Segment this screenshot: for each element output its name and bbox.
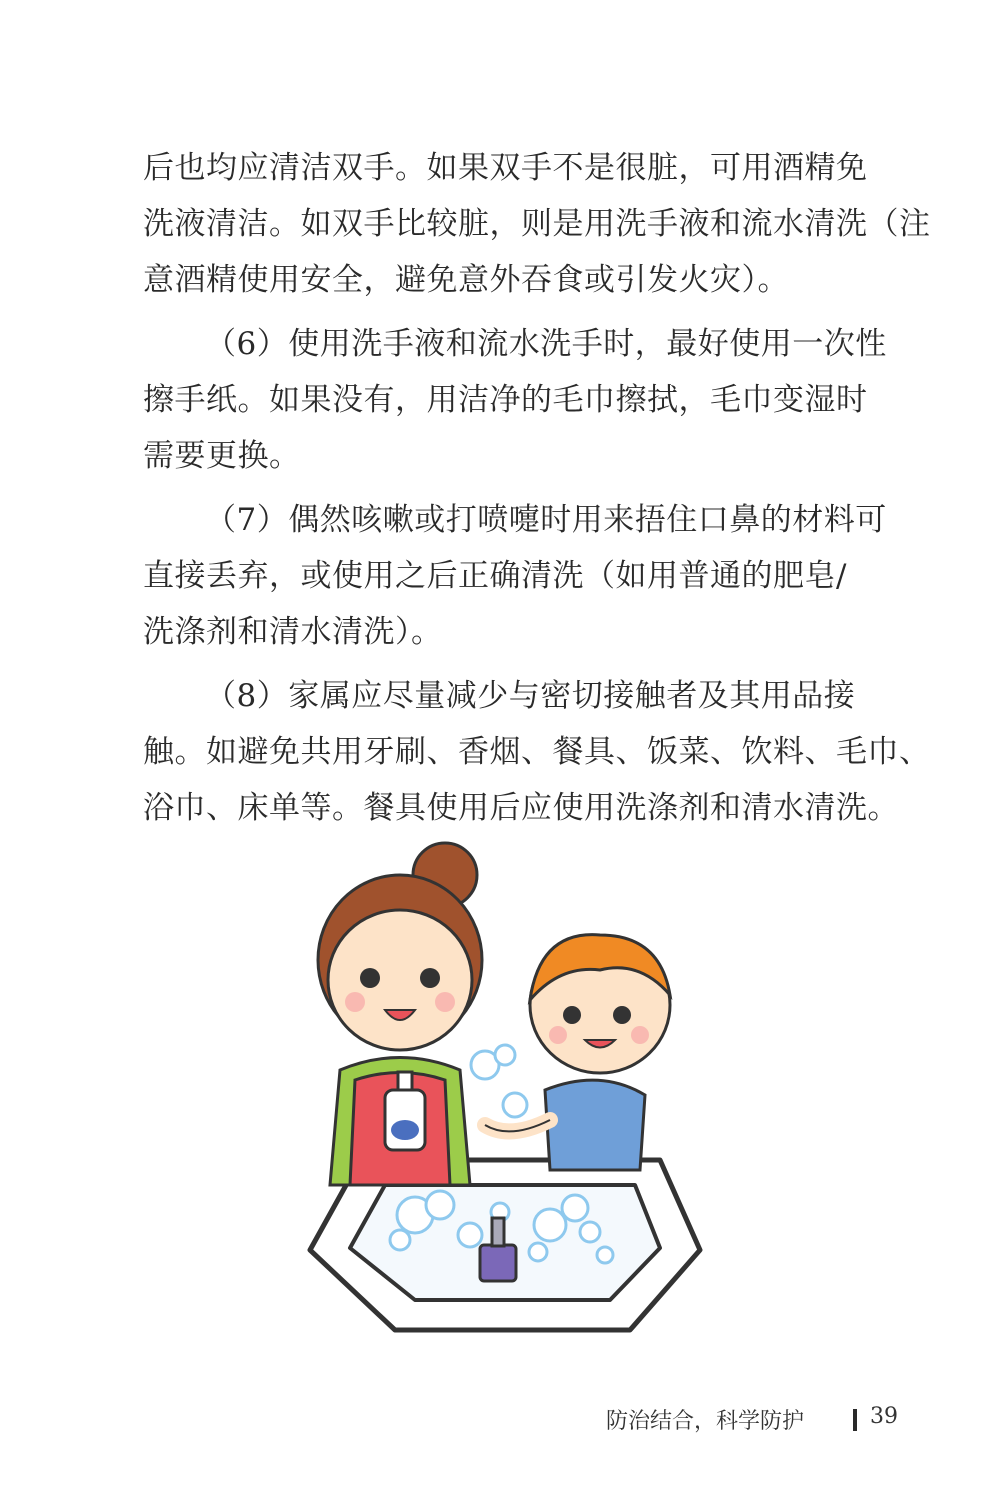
running-title: 防治结合，科学防护 xyxy=(606,1409,805,1434)
page-number: 39 xyxy=(870,1404,898,1429)
text-line: 后也均应清洁双手。如果双手不是很脏，可用酒精免 xyxy=(143,150,868,186)
paragraph-item-7 xyxy=(143,492,887,660)
page-footer xyxy=(600,1398,920,1438)
paragraph-item-6 xyxy=(143,316,887,484)
text-line: 直接丢弃，或使用之后正确清洗（如用普通的肥皂/ xyxy=(143,558,847,594)
body-text xyxy=(143,140,931,844)
footer-divider xyxy=(853,1409,857,1431)
paragraph-item-8 xyxy=(143,668,931,836)
text-line: 触。如避免共用牙刷、香烟、餐具、饭菜、饮料、毛巾、 xyxy=(143,734,931,770)
text-line: （8）家属应尽量减少与密切接触者及其用品接 xyxy=(205,678,856,714)
text-line: 洗涤剂和清水清洗）。 xyxy=(143,614,443,650)
text-line: （6）使用洗手液和流水洗手时，最好使用一次性 xyxy=(205,326,887,362)
text-line: 洗液清洁。如双手比较脏，则是用洗手液和流水清洗（注 xyxy=(143,206,931,242)
handwashing-illustration xyxy=(300,840,720,1350)
paragraph-continuation xyxy=(143,140,931,308)
cup-icon xyxy=(480,1245,516,1281)
text-line: （7）偶然咳嗽或打喷嚏时用来捂住口鼻的材料可 xyxy=(205,502,887,538)
text-line: 擦手纸。如果没有，用洁净的毛巾擦拭，毛巾变湿时 xyxy=(143,382,868,418)
text-line: 浴巾、床单等。餐具使用后应使用洗涤剂和清水清洗。 xyxy=(143,790,899,826)
text-line: 需要更换。 xyxy=(143,438,301,474)
text-line: 意酒精使用安全，避免意外吞食或引发火灾）。 xyxy=(143,262,789,298)
mother-figure xyxy=(318,843,482,1185)
